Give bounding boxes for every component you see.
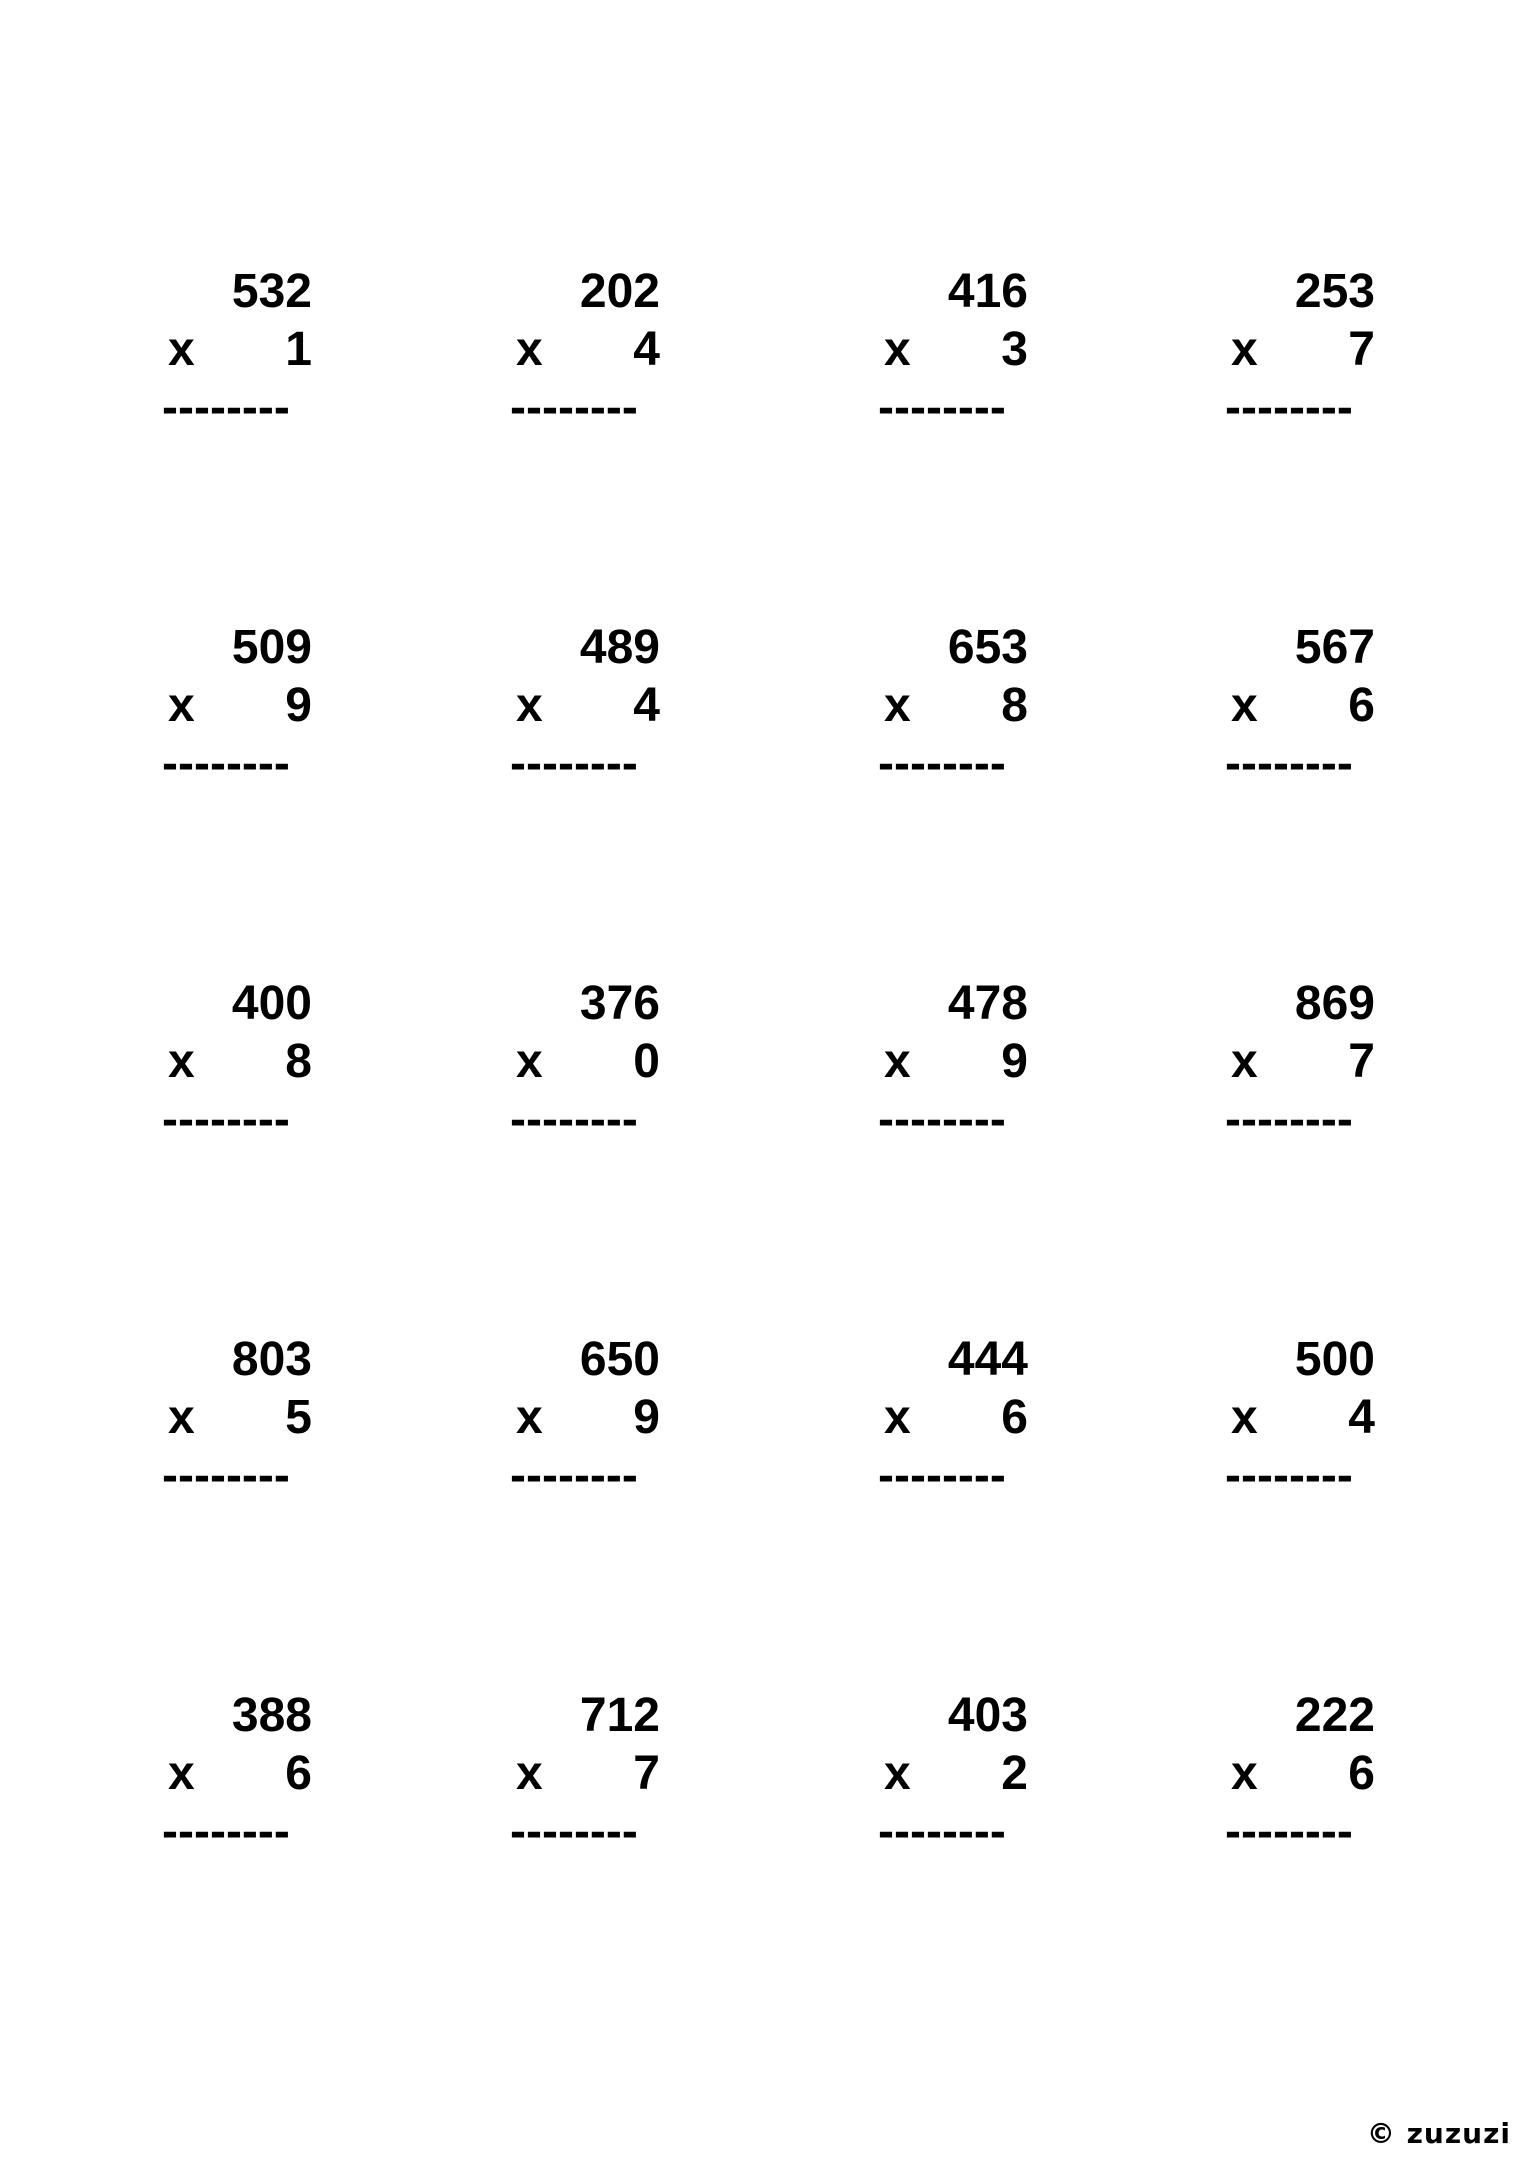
- answer-line: --------: [510, 1805, 638, 1858]
- answer-line: --------: [510, 1093, 638, 1146]
- multiply-sign: x: [168, 1391, 195, 1444]
- multiplication-problem: [878, 265, 1028, 448]
- multiply-sign: x: [1231, 1035, 1258, 1088]
- top-number: 376: [579, 977, 660, 1030]
- top-number: 712: [579, 1689, 660, 1742]
- multiplier-number: 6: [1348, 1747, 1375, 1800]
- multiply-sign: x: [516, 1035, 543, 1088]
- top-number: 500: [1294, 1333, 1375, 1386]
- multiply-sign: x: [516, 679, 543, 732]
- multiplication-problem: [162, 265, 312, 448]
- multiplier-number: 2: [1001, 1747, 1028, 1800]
- multiplier-number: 5: [285, 1391, 312, 1444]
- copyright-footer: © zuzuzi: [1366, 2117, 1511, 2150]
- multiplier-number: 7: [1348, 323, 1375, 376]
- multiply-sign: x: [516, 323, 543, 376]
- top-number: 388: [231, 1689, 312, 1742]
- multiply-sign: x: [1231, 679, 1258, 732]
- multiplication-problem: [510, 621, 660, 804]
- answer-line: --------: [162, 1093, 290, 1146]
- multiply-sign: x: [168, 323, 195, 376]
- top-number: 444: [947, 1333, 1028, 1386]
- multiply-sign: x: [516, 1391, 543, 1444]
- top-number: 403: [947, 1689, 1028, 1742]
- multiply-sign: x: [884, 323, 911, 376]
- multiplier-number: 9: [633, 1391, 660, 1444]
- answer-line: --------: [878, 1805, 1006, 1858]
- multiplication-problem: [1225, 1333, 1375, 1516]
- answer-line: --------: [162, 1449, 290, 1502]
- top-number: 869: [1294, 977, 1375, 1030]
- multiplication-problem: [510, 1689, 660, 1872]
- multiplier-number: 0: [633, 1035, 660, 1088]
- multiplication-problem: [878, 1689, 1028, 1872]
- multiplier-number: 6: [1348, 679, 1375, 732]
- multiplication-problem: [1225, 265, 1375, 448]
- top-number: 478: [947, 977, 1028, 1030]
- top-number: 567: [1294, 621, 1375, 674]
- multiplication-problem: [510, 265, 660, 448]
- answer-line: --------: [1225, 737, 1353, 790]
- answer-line: --------: [878, 737, 1006, 790]
- top-number: 803: [231, 1333, 312, 1386]
- multiply-sign: x: [884, 1747, 911, 1800]
- multiply-sign: x: [1231, 1391, 1258, 1444]
- multiply-sign: x: [168, 1747, 195, 1800]
- answer-line: --------: [878, 1449, 1006, 1502]
- multiplier-number: 1: [285, 323, 312, 376]
- answer-line: --------: [510, 737, 638, 790]
- multiply-sign: x: [516, 1747, 543, 1800]
- answer-line: --------: [510, 381, 638, 434]
- multiplication-problem: [510, 1333, 660, 1516]
- multiplication-problem: [878, 621, 1028, 804]
- answer-line: --------: [1225, 1449, 1353, 1502]
- multiplication-problem: [162, 621, 312, 804]
- answer-line: --------: [162, 381, 290, 434]
- multiplication-problem: [510, 977, 660, 1160]
- multiplication-problem: [878, 977, 1028, 1160]
- answer-line: --------: [162, 737, 290, 790]
- multiply-sign: x: [884, 1391, 911, 1444]
- multiplication-problem: [1225, 1689, 1375, 1872]
- multiply-sign: x: [1231, 1747, 1258, 1800]
- multiplier-number: 4: [633, 323, 660, 376]
- multiply-sign: x: [884, 1035, 911, 1088]
- answer-line: --------: [1225, 1805, 1353, 1858]
- answer-line: --------: [1225, 381, 1353, 434]
- multiplication-problem: [1225, 977, 1375, 1160]
- multiply-sign: x: [884, 679, 911, 732]
- top-number: 489: [579, 621, 660, 674]
- multiply-sign: x: [168, 679, 195, 732]
- multiplier-number: 6: [285, 1747, 312, 1800]
- top-number: 650: [579, 1333, 660, 1386]
- multiply-sign: x: [1231, 323, 1258, 376]
- multiplier-number: 9: [1001, 1035, 1028, 1088]
- top-number: 653: [947, 621, 1028, 674]
- top-number: 202: [579, 265, 660, 318]
- multiplier-number: 3: [1001, 323, 1028, 376]
- top-number: 532: [231, 265, 312, 318]
- multiplication-problem: [878, 1333, 1028, 1516]
- answer-line: --------: [510, 1449, 638, 1502]
- multiply-sign: x: [168, 1035, 195, 1088]
- multiplier-number: 8: [285, 1035, 312, 1088]
- answer-line: --------: [878, 381, 1006, 434]
- multiplication-problem: [1225, 621, 1375, 804]
- answer-line: --------: [162, 1805, 290, 1858]
- top-number: 400: [231, 977, 312, 1030]
- top-number: 416: [947, 265, 1028, 318]
- top-number: 509: [231, 621, 312, 674]
- multiplier-number: 7: [633, 1747, 660, 1800]
- top-number: 222: [1294, 1689, 1375, 1742]
- answer-line: --------: [878, 1093, 1006, 1146]
- multiplier-number: 4: [633, 679, 660, 732]
- top-number: 253: [1294, 265, 1375, 318]
- multiplier-number: 4: [1348, 1391, 1375, 1444]
- multiplication-problem: [162, 1689, 312, 1872]
- multiplication-problem: [162, 977, 312, 1160]
- multiplier-number: 9: [285, 679, 312, 732]
- multiplier-number: 7: [1348, 1035, 1375, 1088]
- multiplier-number: 6: [1001, 1391, 1028, 1444]
- answer-line: --------: [1225, 1093, 1353, 1146]
- multiplication-problem: [162, 1333, 312, 1516]
- multiplier-number: 8: [1001, 679, 1028, 732]
